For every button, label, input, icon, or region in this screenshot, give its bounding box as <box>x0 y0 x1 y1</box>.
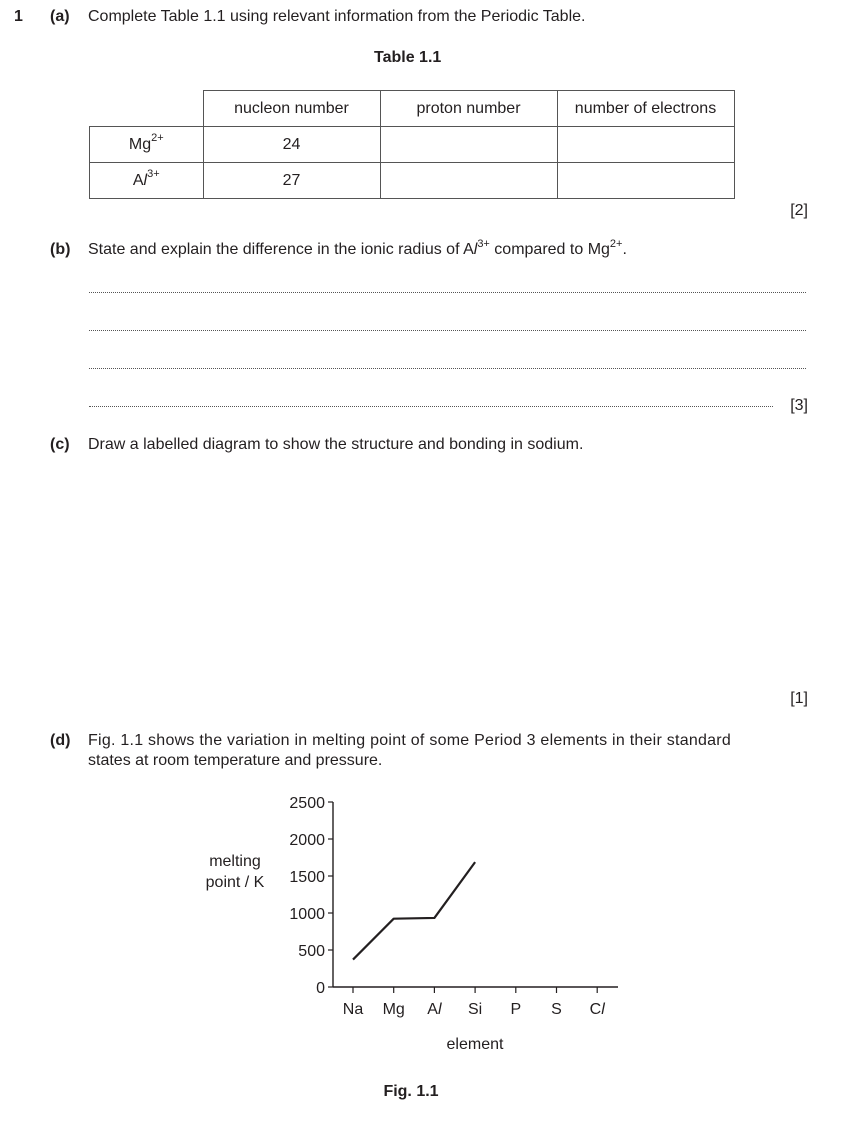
proton-answer-cell[interactable] <box>380 163 557 199</box>
nucleon-cell: 24 <box>203 127 380 163</box>
part-d-text-line1: Fig. 1.1 shows the variation in melting point of some Period 3 elements in their standard <box>88 732 732 749</box>
answer-line[interactable] <box>89 330 806 331</box>
table-header-electrons: number of electrons <box>557 91 734 127</box>
part-b-text-l: l <box>473 241 478 258</box>
ion-charge: 2+ <box>151 132 164 145</box>
ion-charge: 3+ <box>147 168 160 181</box>
series-line-melting-point <box>353 862 475 959</box>
electrons-answer-cell[interactable] <box>557 127 734 163</box>
part-b-text-pre: State and explain the difference in the ionic radius of A <box>88 241 474 258</box>
y-tick-label: 2000 <box>289 832 325 849</box>
x-tick-label: Cl <box>589 1001 605 1018</box>
y-axis-label <box>206 853 265 891</box>
ion-base: Mg <box>128 135 152 153</box>
answer-line[interactable] <box>89 406 773 407</box>
table-header-empty <box>90 91 204 127</box>
question-number: 1 <box>14 8 23 25</box>
x-tick-label: Mg <box>382 1001 405 1018</box>
table-header-nucleon: nucleon number <box>203 91 380 127</box>
proton-answer-cell[interactable] <box>380 127 557 163</box>
electrons-answer-cell[interactable] <box>557 163 734 199</box>
y-axis-label-line1: melting <box>209 853 261 870</box>
ion-base-l: l <box>143 171 148 189</box>
part-b-text-post: . <box>622 241 627 258</box>
part-d-label: (d) <box>50 732 71 749</box>
ion-al-cell <box>90 163 204 199</box>
part-b-sup-2: 2+ <box>609 237 623 250</box>
x-tick-label: S <box>551 1001 562 1018</box>
answer-line[interactable] <box>89 292 806 293</box>
table-title: Table 1.1 <box>374 49 442 66</box>
part-c-marks: [1] <box>790 690 808 707</box>
answer-line[interactable] <box>89 368 806 369</box>
part-a-marks: [2] <box>790 202 808 219</box>
y-tick-label: 1000 <box>289 906 325 923</box>
y-tick-label: 1500 <box>289 869 325 886</box>
x-axis-label: element <box>446 1036 504 1053</box>
part-c-text: Draw a labelled diagram to show the structure and bonding in sodium. <box>88 436 584 453</box>
table-1-1 <box>89 90 735 199</box>
x-tick-label: Al <box>427 1001 442 1018</box>
y-tick-label: 500 <box>298 943 325 960</box>
part-b-text <box>88 237 627 259</box>
nucleon-cell: 27 <box>203 163 380 199</box>
y-tick-label: 0 <box>316 980 325 997</box>
ion-base: A <box>132 171 144 189</box>
table-header-proton: proton number <box>380 91 557 127</box>
part-a-text: Complete Table 1.1 using relevant information from the Periodic Table. <box>88 8 586 25</box>
part-b-sup-1: 3+ <box>477 237 490 250</box>
table-row <box>90 163 735 199</box>
x-tick-label: Si <box>467 1001 483 1018</box>
y-tick-label: 2500 <box>289 795 325 812</box>
part-b-text-mid: compared to Mg <box>489 241 610 258</box>
x-tick-label: Na <box>342 1001 364 1018</box>
part-b-label: (b) <box>50 241 71 258</box>
part-a-label: (a) <box>50 8 70 25</box>
table-row <box>90 127 735 163</box>
table-header-row <box>90 91 735 127</box>
part-c-label: (c) <box>50 436 70 453</box>
melting-point-chart <box>190 785 650 1115</box>
part-b-marks: [3] <box>790 397 808 414</box>
x-tick-label: P <box>510 1001 522 1018</box>
diagram-drawing-area[interactable] <box>88 462 808 682</box>
ion-mg-cell <box>90 127 204 163</box>
part-d-text-line2: states at room temperature and pressure. <box>88 752 383 769</box>
y-axis-label-line2: point / K <box>205 874 265 891</box>
figure-caption: Fig. 1.1 <box>383 1083 439 1100</box>
